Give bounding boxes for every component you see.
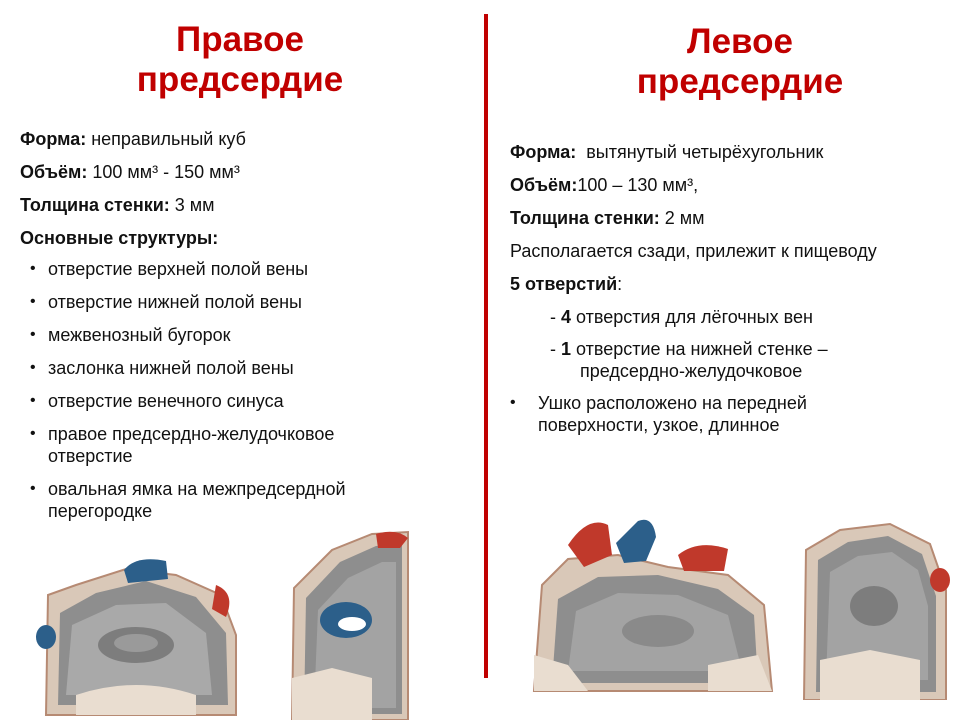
left-wall-value: 2 мм bbox=[659, 208, 705, 228]
opening-item-2-dash: - bbox=[550, 339, 561, 359]
left-atrium-title-line1: Левое bbox=[687, 22, 793, 61]
list-item: • отверстие верхней полой вены bbox=[20, 258, 420, 280]
right-wall-label: Толщина стенки: bbox=[20, 195, 170, 215]
right-wall-value: 3 мм bbox=[169, 195, 215, 215]
left-openings-row bbox=[510, 273, 950, 295]
opening-item-2 bbox=[510, 338, 950, 382]
right-shape-value: неправильный куб bbox=[86, 129, 246, 149]
left-atrium-title-line2: предсердие bbox=[636, 62, 844, 101]
left-volume-label: Объём: bbox=[510, 175, 578, 195]
list-item: • отверстие венечного синуса bbox=[20, 390, 420, 412]
list-item: • межвенозный бугорок bbox=[20, 324, 420, 346]
right-atrium-title-line1: Правое bbox=[176, 20, 304, 59]
left-openings-label: 5 отверстий bbox=[510, 274, 618, 294]
column-divider bbox=[484, 14, 488, 678]
right-structures-heading bbox=[20, 227, 420, 249]
list-item: • овальная ямка на межпредсердной перегородке bbox=[20, 478, 410, 522]
auricle-item: • Ушко расположено на передней поверхности, узкое, длинное bbox=[510, 392, 850, 436]
opening-item-1-dash: - bbox=[550, 307, 561, 327]
opening-item-1-text: отверстия для лёгочных вен bbox=[571, 307, 813, 327]
left-atrium-description bbox=[510, 141, 950, 436]
opening-item-2-continuation: предсердно-желудочковое bbox=[580, 361, 803, 381]
right-wall-row bbox=[20, 194, 420, 216]
right-structures-label: Основные структуры: bbox=[20, 228, 219, 248]
right-volume-value: 100 мм³ - 150 мм³ bbox=[87, 162, 240, 182]
list-item: • отверстие нижней полой вены bbox=[20, 291, 420, 313]
right-shape-label: Форма: bbox=[20, 129, 87, 149]
inferior-vena-cava bbox=[36, 625, 56, 649]
right-atrium-title-line2: предсердие bbox=[136, 60, 344, 99]
left-openings-suffix: : bbox=[617, 274, 623, 294]
left-atrium-title bbox=[560, 22, 920, 102]
left-wall-row bbox=[510, 207, 950, 229]
right-shape-row bbox=[20, 128, 420, 150]
pulmonary-vein-blue bbox=[616, 520, 656, 563]
opening-item-2-text: отверстие на нижней стенке – bbox=[571, 339, 828, 359]
left-wall-label: Толщина стенки: bbox=[510, 208, 660, 228]
right-atrium-title bbox=[60, 20, 420, 100]
left-shape-row bbox=[510, 141, 950, 163]
superior-vena-cava bbox=[124, 559, 168, 583]
left-atrium-illustration bbox=[528, 515, 778, 695]
left-location-row: Располагается сзади, прилежит к пищеводу bbox=[510, 241, 877, 261]
right-atrium-description bbox=[20, 128, 420, 533]
opening-item-1 bbox=[510, 306, 950, 328]
left-volume-value: 100 – 130 мм³, bbox=[577, 175, 699, 195]
aorta-vessel bbox=[930, 568, 950, 592]
opening-item-1-count: 4 bbox=[561, 307, 572, 327]
right-atrium-illustration bbox=[36, 555, 246, 720]
interatrial-septum-illustration bbox=[272, 528, 412, 720]
right-volume-row bbox=[20, 161, 420, 183]
right-volume-label: Объём: bbox=[20, 162, 88, 182]
left-atrium-posterior-illustration bbox=[800, 520, 950, 700]
oval-fossa bbox=[338, 617, 366, 631]
left-shape-label: Форма: bbox=[510, 142, 577, 162]
left-shape-value: вытянутый четырёхугольник bbox=[576, 142, 824, 162]
left-volume-row bbox=[510, 174, 950, 196]
list-item: • заслонка нижней полой вены bbox=[20, 357, 420, 379]
opening-item-2-count: 1 bbox=[561, 339, 572, 359]
list-item: • правое предсердно-желудочковое отверстие bbox=[20, 423, 390, 467]
